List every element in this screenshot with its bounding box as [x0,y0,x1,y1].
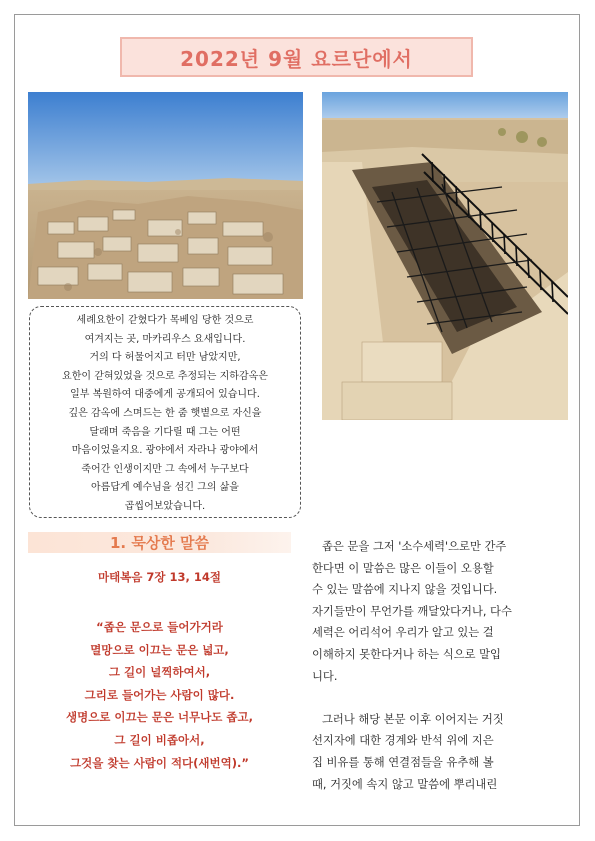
caption-line: 곱씹어보았습니다. [124,500,206,512]
photo-caption-box [29,306,301,518]
caption-line: 죽어간 인생이지만 그 속에서 누구보다 [81,463,249,475]
body-line: 이해하지 못한다거나 하는 식으로 말입 [312,647,501,661]
body-line: 수 있는 말씀에 지나지 않을 것입니다. [312,583,498,597]
machaerus-ruins-photo [28,92,303,299]
quote-line: 생명으로 이끄는 문은 너무나도 좁고, [65,710,254,725]
body-line: 선지자에 대한 경계와 반석 위에 지은 [312,734,494,748]
quote-line: “좁은 문으로 들어가거라 [96,620,223,634]
body-line: 한다면 이 말씀은 많은 이들이 오용할 [312,561,494,575]
body-line: 집 비유를 통해 연결점들을 유추해 볼 [312,755,494,769]
body-line: 그러나 해당 본문 이후 이어지는 거짓 [322,712,504,726]
quote-line: 멸망으로 이끄는 문은 넓고, [90,642,229,657]
section-title: 1. 묵상한 말씀 [109,534,210,552]
body-line: 좁은 문을 그저 '소수세력'으로만 간주 [322,540,507,553]
caption-line: 아름답게 예수님을 섬긴 그의 삶을 [91,482,239,494]
caption-line: 마음이었을지요. 광야에서 자라나 광야에서 [71,445,259,457]
caption-line: 일부 복원하여 대중에게 공개되어 있습니다. [70,389,260,401]
quote-line: 그 길이 비좁아서, [114,732,205,747]
title-banner [120,37,473,77]
caption-line: 여겨지는 곳, 마카리우스 요새입니다. [84,333,246,345]
quote-line: 그 길이 널찍하여서, [108,665,211,680]
caption-line: 거의 다 허물어지고 터만 남았지만, [89,352,241,364]
body-line: 자기들만이 무언가를 깨달았다거나, 다수 [312,604,512,618]
body-line: 때, 거짓에 속지 않고 말씀에 뿌리내린 [312,777,498,791]
caption-line: 깊은 감옥에 스며드는 한 줌 햇볕으로 자신을 [68,407,262,419]
quote-line: 그것을 찾는 사람이 적다(새번역).” [70,755,249,770]
body-line: 니다. [312,669,338,683]
scripture-quote [28,616,291,774]
verse-reference: 마태복음 7장 13, 14절 [97,570,222,584]
page-title: 2022년 9월 요르단에서 [180,46,413,71]
section-header [28,532,291,553]
ruins-photo-image [28,92,303,299]
caption-line: 세례요한이 갇혔다가 목베임 당한 것으로 [76,315,254,326]
body-text-column [312,536,568,795]
caption-line: 달래며 죽음을 기다릴 때 그는 어떤 [89,426,241,438]
quote-line: 그리로 들어가는 사람이 많다. [84,687,235,702]
body-line: 세력은 어리석어 우리가 알고 있는 걸 [312,626,494,640]
machaerus-dungeon-photo [322,92,568,420]
caption-line: 요한이 갇혀있었을 것으로 추정되는 지하감옥은 [62,370,268,382]
dungeon-photo-image [322,92,568,420]
paragraph-gap [312,687,568,709]
